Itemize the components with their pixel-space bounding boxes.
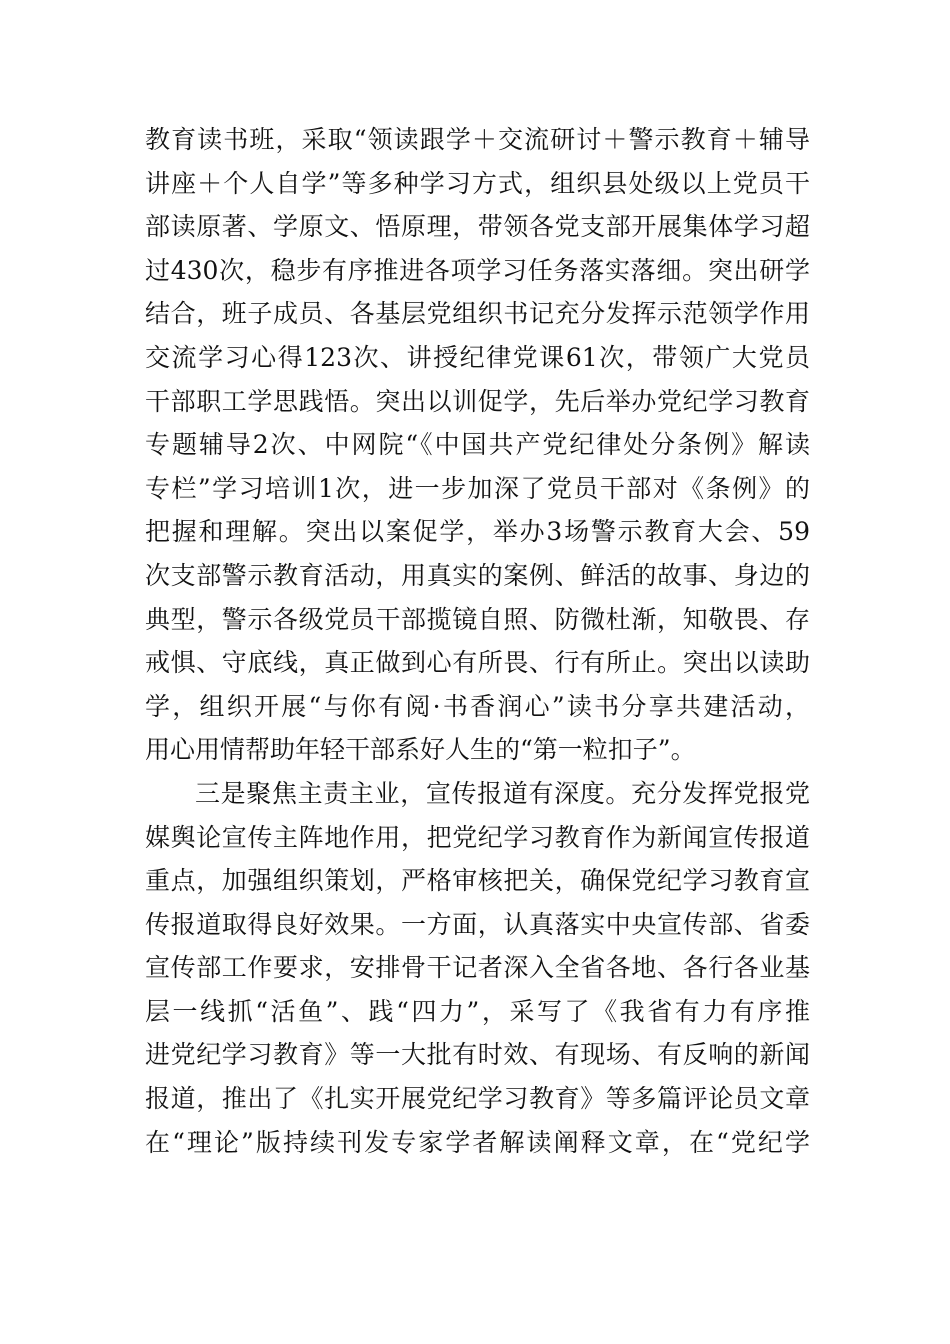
- text-line: 讲座＋个人自学”等多种学习方式，组织县处级以上党员干: [145, 168, 810, 198]
- text-line: 在“理论”版持续刊发专家学者解读阐释文章，在“党纪学: [145, 1127, 810, 1157]
- text-line: 次支部警示教育活动，用真实的案例、鲜活的故事、身边的: [145, 560, 810, 590]
- text-line: 进党纪学习教育》等一大批有时效、有现场、有反响的新闻: [145, 1040, 810, 1070]
- text-line: 报道，推出了《扎实开展党纪学习教育》等多篇评论员文章: [145, 1084, 810, 1114]
- paragraph-first-line: 三是聚焦主责主业，宣传报道有深度。充分发挥党报党: [195, 778, 810, 808]
- paragraph-last-line: 用心用情帮助年轻干部系好人生的“第一粒扣子”。: [145, 735, 696, 765]
- text-line: 部读原著、学原文、悟原理，带领各党支部开展集体学习超: [145, 212, 810, 242]
- text-line: 重点，加强组织策划，严格审核把关，确保党纪学习教育宣: [145, 866, 810, 896]
- text-line: 干部职工学思践悟。突出以训促学，先后举办党纪学习教育: [145, 386, 810, 416]
- text-line: 媒舆论宣传主阵地作用，把党纪学习教育作为新闻宣传报道: [145, 822, 810, 852]
- text-line: 专题辅导2次、中网院“《中国共产党纪律处分条例》解读: [145, 430, 810, 460]
- text-line: 把握和理解。突出以案促学，举办3场警示教育大会、59: [145, 517, 810, 547]
- text-line: 过430次，稳步有序推进各项学习任务落实落细。突出研学: [145, 255, 810, 285]
- body-text: [145, 118, 810, 1164]
- text-line: 专栏”学习培训1次，进一步加深了党员干部对《条例》的: [145, 473, 810, 503]
- text-line: 宣传部工作要求，安排骨干记者深入全省各地、各行各业基: [145, 953, 810, 983]
- text-line: 传报道取得良好效果。一方面，认真落实中央宣传部、省委: [145, 909, 810, 939]
- text-line: 戒惧、守底线，真正做到心有所畏、行有所止。突出以读助: [145, 648, 810, 678]
- text-line: 结合，班子成员、各基层党组织书记充分发挥示范领学作用: [145, 299, 810, 329]
- text-line: 学，组织开展“与你有阅·书香润心”读书分享共建活动，: [145, 691, 810, 721]
- text-line: 交流学习心得123次、讲授纪律党课61次，带领广大党员: [145, 342, 810, 372]
- text-line: 教育读书班，采取“领读跟学＋交流研讨＋警示教育＋辅导: [145, 125, 810, 154]
- text-line: 层一线抓“活鱼”、践“四力”，采写了《我省有力有序推: [145, 996, 810, 1026]
- text-line: 典型，警示各级党员干部揽镜自照、防微杜渐，知敬畏、存: [145, 604, 810, 634]
